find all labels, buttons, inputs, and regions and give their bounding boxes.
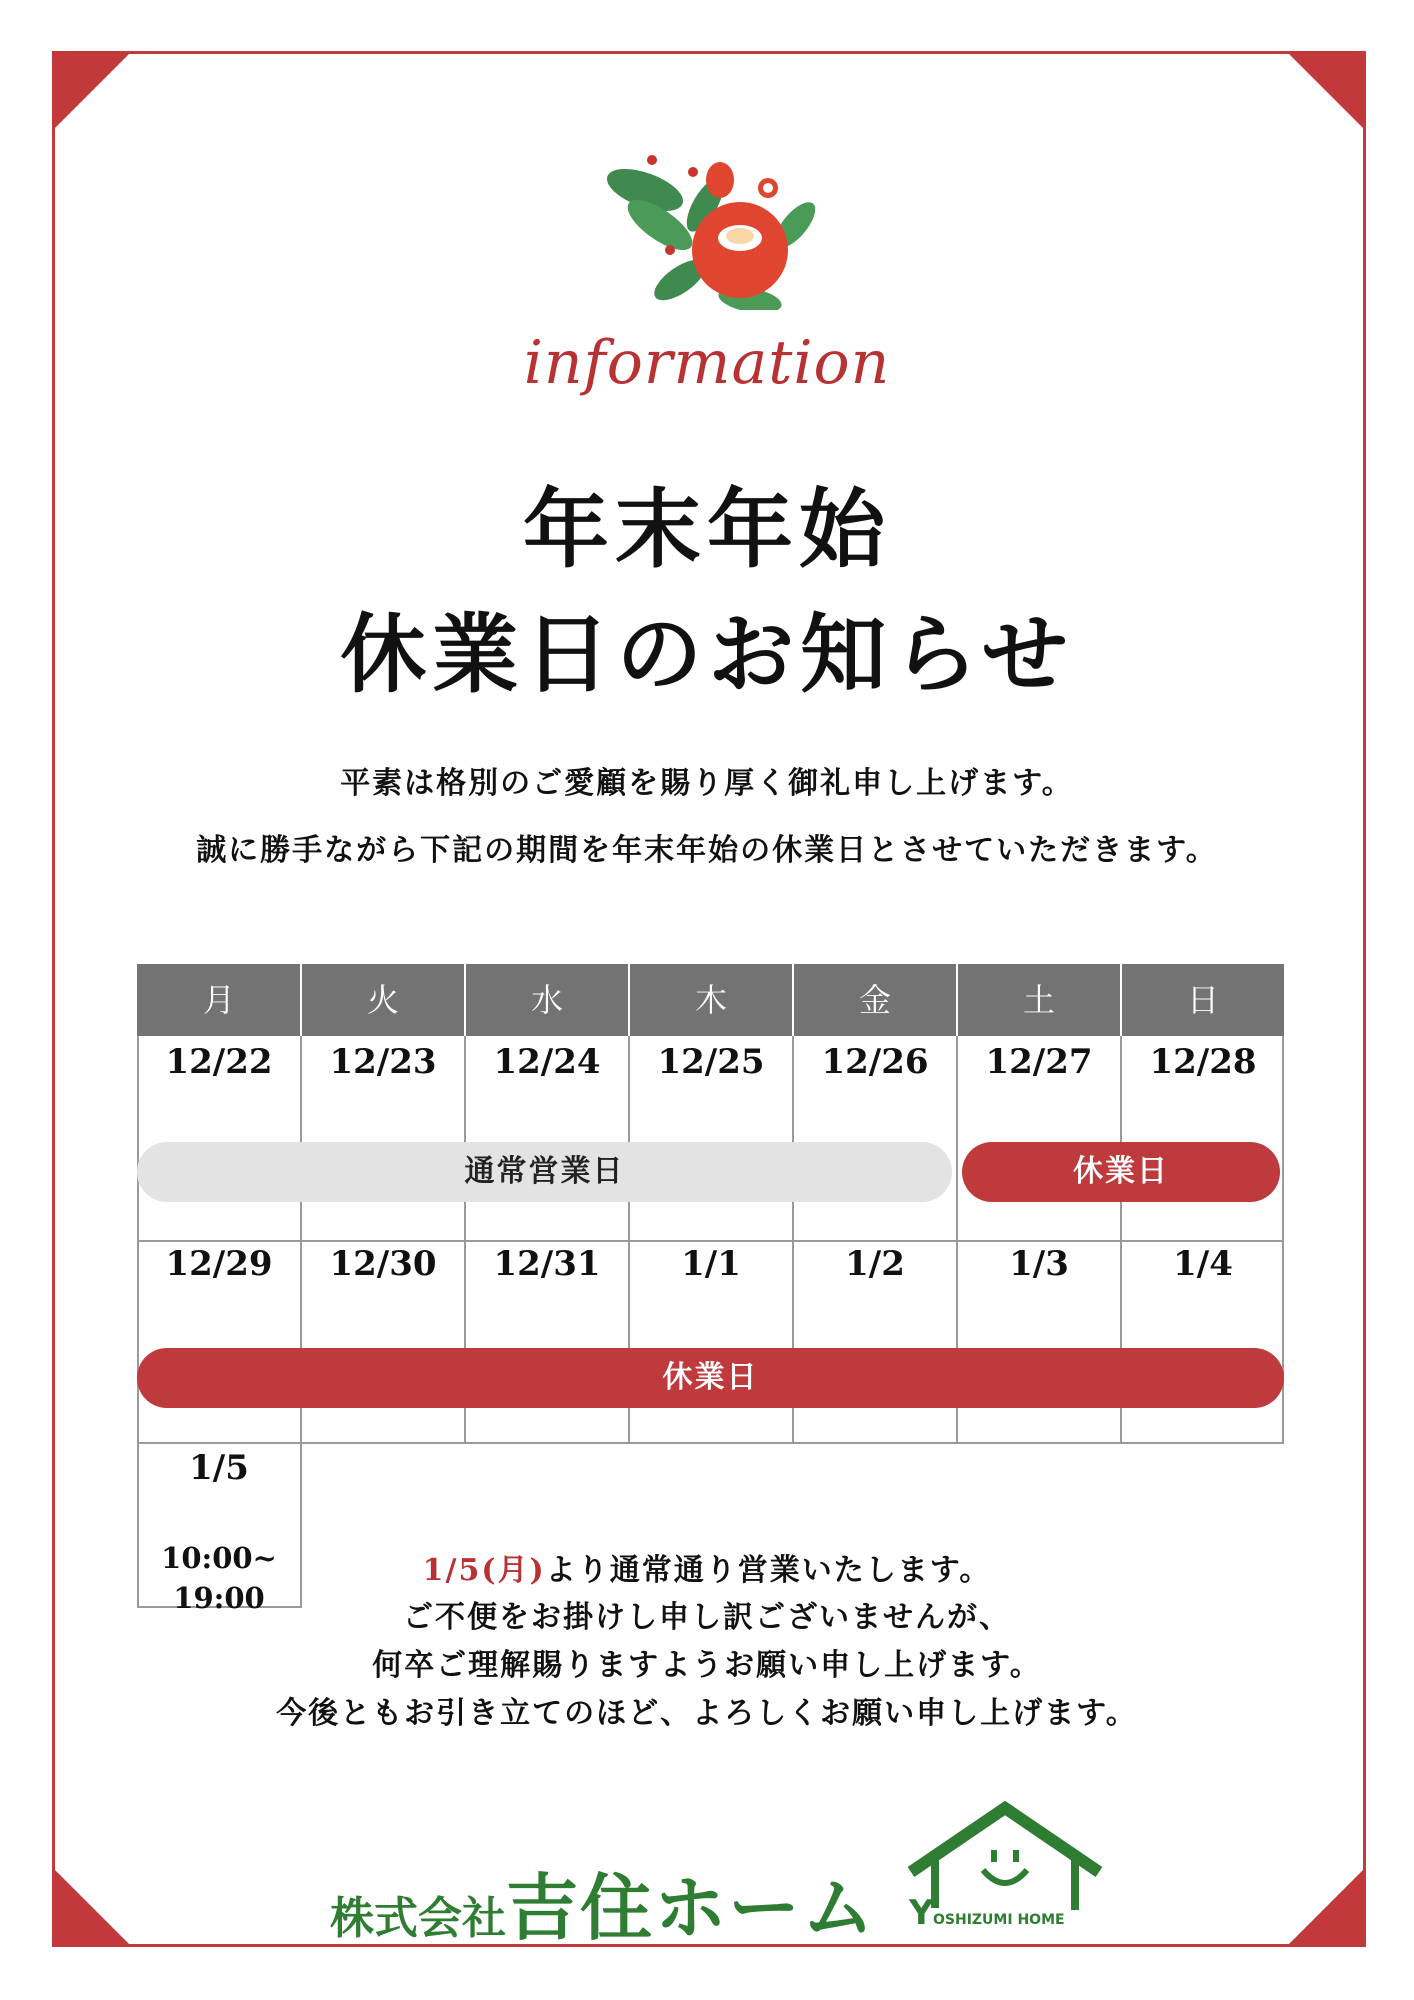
reopen-date: 1/5(月) bbox=[422, 1553, 546, 1588]
weekday-sun: 日 bbox=[1186, 981, 1219, 1019]
corner-ornament-bottom-left bbox=[52, 1867, 132, 1947]
date-cell: 12/24 bbox=[493, 1042, 601, 1082]
logo-initial: Y bbox=[909, 1893, 934, 1930]
camellia-flower-icon bbox=[600, 150, 820, 310]
corner-ornament-bottom-right bbox=[1286, 1867, 1366, 1947]
normal-business-bar: 通常営業日 bbox=[137, 1142, 952, 1202]
date-cell: 12/23 bbox=[329, 1042, 437, 1082]
date-cell: 12/27 bbox=[985, 1042, 1093, 1082]
date-cell: 1/2 bbox=[845, 1244, 905, 1284]
date-cell: 12/28 bbox=[1149, 1042, 1257, 1082]
grid-line bbox=[137, 1036, 139, 1608]
weekday-header-row bbox=[137, 964, 1284, 1036]
company-prefix: 株式会社 bbox=[330, 1893, 506, 1944]
grid-line bbox=[300, 1036, 302, 1608]
header-divider bbox=[464, 964, 466, 1036]
date-cell: 1/3 bbox=[1009, 1244, 1069, 1284]
logo-text: OSHIZUMI HOME bbox=[933, 1912, 1065, 1928]
closing-line4: 今後ともお引き立てのほど、よろしくお願い申し上げます。 bbox=[276, 1696, 1138, 1731]
company-name bbox=[330, 1850, 876, 1954]
date-cell: 12/22 bbox=[165, 1042, 273, 1082]
header-divider bbox=[300, 964, 302, 1036]
header-divider bbox=[792, 964, 794, 1036]
grid-line bbox=[137, 1240, 1284, 1242]
corner-ornament-top-left bbox=[52, 51, 132, 131]
page-title-line1: 年末年始 bbox=[523, 479, 891, 580]
holiday-bar-full-week: 休業日 bbox=[137, 1348, 1284, 1408]
reopen-hours-start: 10:00~ bbox=[161, 1541, 277, 1575]
weekday-thu: 木 bbox=[694, 981, 727, 1019]
grid-line bbox=[137, 1442, 1284, 1444]
date-cell: 12/26 bbox=[821, 1042, 929, 1082]
header-divider bbox=[1120, 964, 1122, 1036]
date-cell: 1/1 bbox=[681, 1244, 741, 1284]
weekday-fri: 金 bbox=[858, 981, 891, 1019]
weekday-mon: 月 bbox=[202, 981, 235, 1019]
closing-line2: ご不便をお掛けし申し訳ございませんが、 bbox=[403, 1600, 1011, 1635]
weekday-sat: 土 bbox=[1022, 981, 1055, 1019]
closing-line1 bbox=[0, 1545, 1414, 1589]
date-cell: 12/29 bbox=[165, 1244, 273, 1284]
date-cell: 1/4 bbox=[1173, 1244, 1233, 1284]
header-divider bbox=[956, 964, 958, 1036]
information-label: information bbox=[523, 328, 891, 398]
corner-ornament-top-right bbox=[1286, 51, 1366, 131]
closing-line1-text: より通常通り営業いたします。 bbox=[545, 1553, 992, 1588]
reopen-hours-end: 19:00 bbox=[173, 1581, 265, 1615]
closing-line3: 何卒ご理解賜りますようお願い申し上げます。 bbox=[372, 1648, 1042, 1683]
holiday-bar-weekend: 休業日 bbox=[962, 1142, 1280, 1202]
date-cell: 12/30 bbox=[329, 1244, 437, 1284]
header-divider bbox=[628, 964, 630, 1036]
company-brand: 吉住ホーム bbox=[506, 1866, 877, 1950]
house-smile-logo-icon bbox=[905, 1800, 1105, 1930]
weekday-tue: 火 bbox=[366, 981, 399, 1019]
weekday-wed: 水 bbox=[530, 981, 563, 1019]
page-title-line2: 休業日のお知らせ bbox=[340, 604, 1074, 705]
date-cell-reopen: 1/5 bbox=[189, 1448, 249, 1488]
date-cell: 12/31 bbox=[493, 1244, 601, 1284]
intro-line1: 平素は格別のご愛顧を賜り厚く御礼申し上げます。 bbox=[340, 766, 1074, 801]
intro-line2: 誠に勝手ながら下記の期間を年末年始の休業日とさせていただきます。 bbox=[196, 833, 1218, 868]
date-cell: 12/25 bbox=[657, 1042, 765, 1082]
